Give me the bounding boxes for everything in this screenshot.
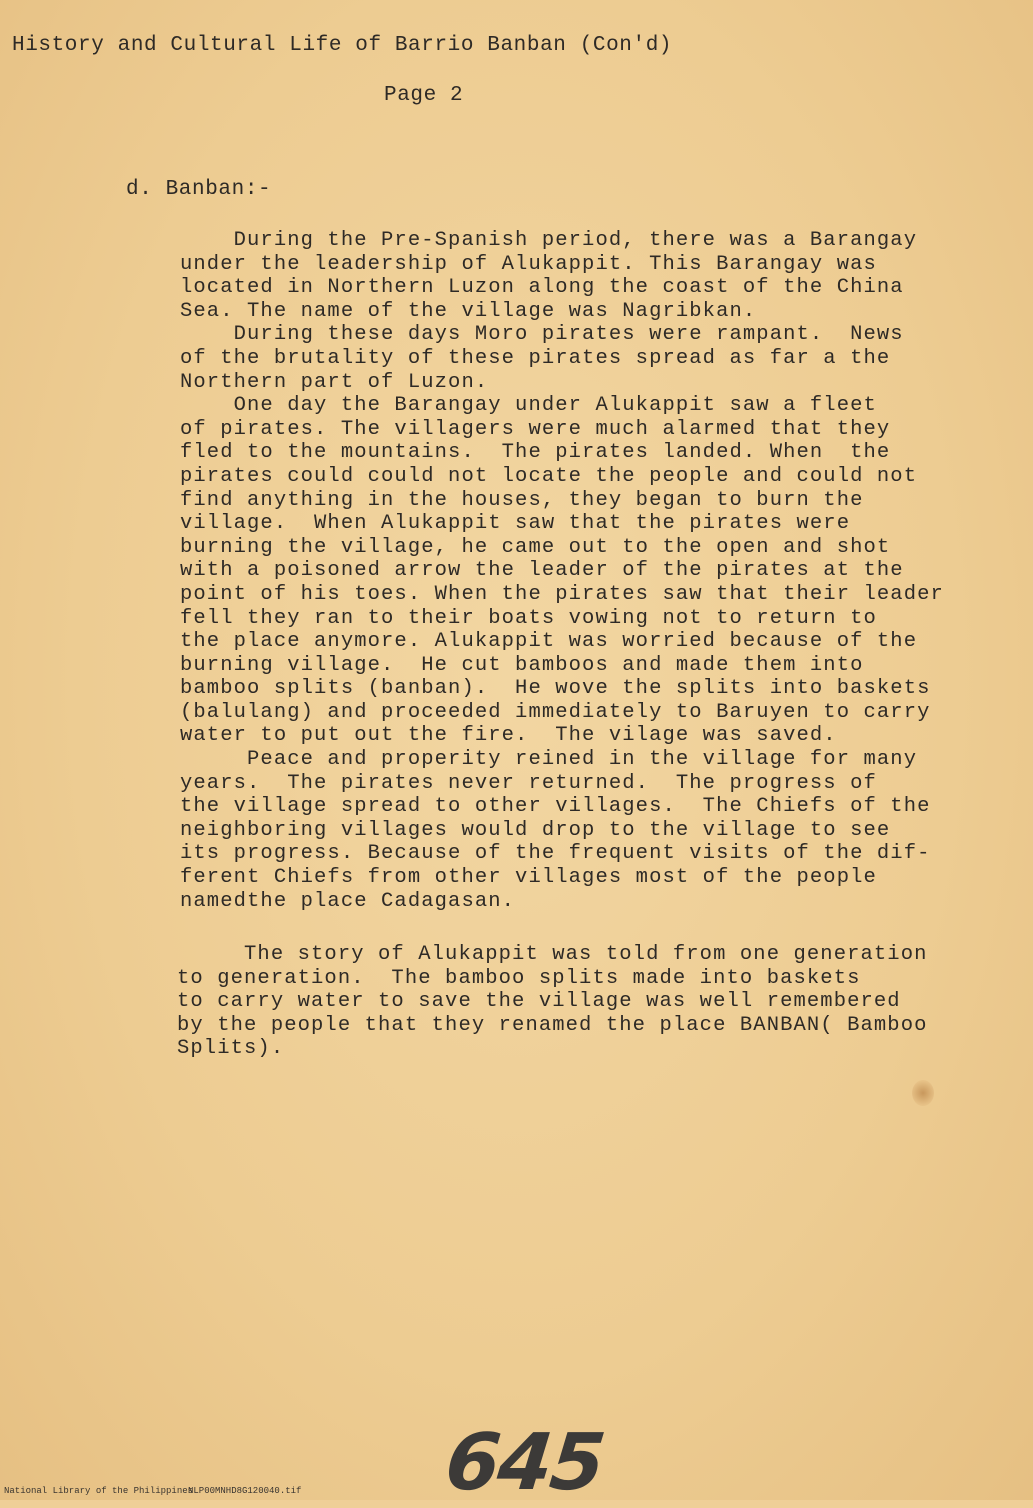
text-line: fell they ran to their boats vowing not to return to — [180, 606, 877, 630]
story-body — [180, 229, 990, 913]
text-line: with a poisoned arrow the leader of the pirates at the — [180, 559, 904, 583]
text-line: located in Northern Luzon along the coast of the China — [180, 276, 904, 300]
text-line: pirates could could not locate the people and could not — [180, 464, 918, 488]
text-line: During the Pre-Spanish period, there was a Barangay — [180, 229, 918, 252]
footer-library-name: National Library of the Philippines — [4, 1486, 194, 1496]
text-line: burning village. He cut bamboos and made them into — [180, 653, 864, 677]
text-line: by the people that they renamed the place BANBAN( Bamboo — [177, 1013, 928, 1037]
text-line: Splits). — [177, 1037, 285, 1060]
text-line: of the brutality of these pirates spread as far a the — [180, 346, 891, 370]
text-line: water to put out the fire. The vilage was saved. — [180, 724, 837, 748]
text-line: One day the Barangay under Alukappit saw a fleet — [180, 394, 877, 418]
text-line: of pirates. The villagers were much alarmed that they — [180, 417, 891, 441]
footer-file-id: NLP00MNHD8G120040.tif — [188, 1486, 302, 1496]
text-line: During these days Moro pirates were rampant. News — [180, 323, 904, 347]
text-line: ferent Chiefs from other villages most of the people — [180, 866, 877, 890]
text-line: (balulang) and proceeded immediately to Baruyen to carry — [180, 700, 931, 724]
handwritten-page-number: 645 — [441, 1418, 608, 1508]
closing-paragraph — [177, 943, 997, 1061]
text-line: years. The pirates never returned. The progress of — [180, 771, 877, 795]
section-heading: d. Banban:- — [126, 178, 272, 201]
text-line: Northern part of Luzon. — [180, 370, 489, 394]
text-line: the place anymore. Alukappit was worried because of the — [180, 630, 918, 654]
text-line: to carry water to save the village was well remembered — [177, 990, 901, 1013]
text-line: burning the village, he came out to the open and shot — [180, 535, 891, 559]
text-line: the village spread to other villages. The Chiefs of the — [180, 795, 931, 819]
text-line: bamboo splits (banban). He wove the splits into baskets — [180, 677, 931, 701]
document-title: History and Cultural Life of Barrio Banban (Con'd) — [12, 34, 673, 57]
text-line: fled to the mountains. The pirates landed. When the — [180, 441, 891, 465]
paper-stain — [912, 1080, 934, 1106]
text-line: The story of Alukappit was told from one generation — [177, 943, 928, 966]
text-line: its progress. Because of the frequent visits of the dif- — [180, 842, 931, 866]
text-line: to generation. The bamboo splits made into baskets — [177, 966, 861, 990]
text-line: village. When Alukappit saw that the pirates were — [180, 512, 851, 536]
text-line: Peace and properity reined in the village for many — [180, 748, 918, 772]
text-line: Sea. The name of the village was Nagribkan. — [180, 299, 757, 323]
text-line: find anything in the houses, they began to burn the — [180, 488, 864, 512]
text-line: under the leadership of Alukappit. This Barangay was — [180, 252, 877, 276]
page-number-label: Page 2 — [384, 84, 464, 107]
text-line: neighboring villages would drop to the village to see — [180, 818, 891, 842]
text-line: namedthe place Cadagasan. — [180, 889, 516, 913]
text-line: point of his toes. When the pirates saw that their leader — [180, 582, 944, 606]
